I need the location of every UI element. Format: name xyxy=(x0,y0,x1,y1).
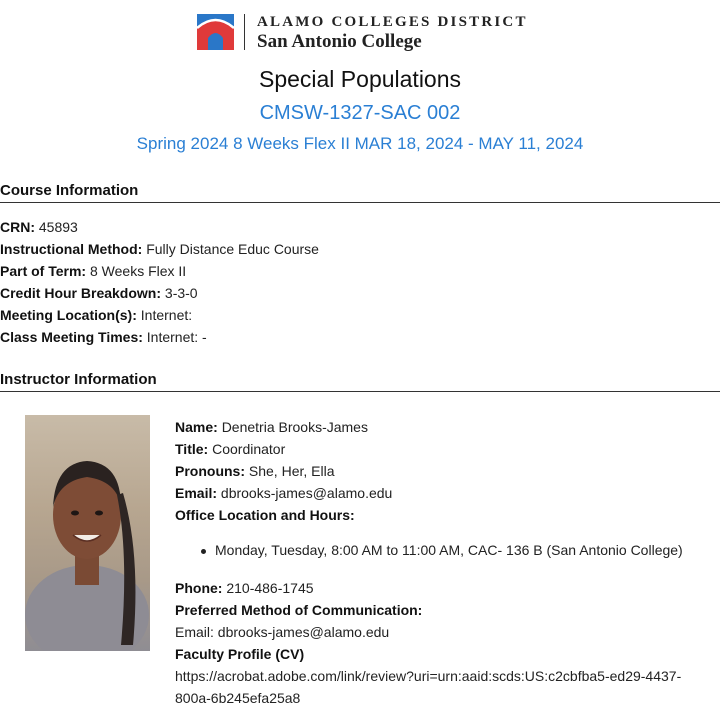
instructor-pronouns-row: Pronouns: She, Her, Ella xyxy=(175,463,335,479)
credit-hour-row: Credit Hour Breakdown: 3-3-0 xyxy=(0,285,198,301)
course-term: Spring 2024 8 Weeks Flex II MAR 18, 2024 - MAY 11, 2024 xyxy=(136,134,584,153)
bullet-dot xyxy=(201,549,206,554)
instructional-method-row: Instructional Method: Fully Distance Educ Course xyxy=(0,241,319,257)
office-hours-item: Monday, Tuesday, 8:00 AM to 11:00 AM, CAC- 136 B (San Antonio College) xyxy=(215,542,683,558)
instructor-title-row: Title: Coordinator xyxy=(175,441,286,457)
course-title: Special Populations xyxy=(258,66,462,92)
part-of-term-row: Part of Term: 8 Weeks Flex II xyxy=(0,263,187,279)
instructor-name-row: Name: Denetria Brooks-James xyxy=(175,419,368,435)
instructor-photo xyxy=(25,415,150,651)
instructor-info-heading: Instructor Information xyxy=(0,371,720,392)
course-info-heading: Course Information xyxy=(0,182,720,203)
faculty-profile-link-cont[interactable]: 800a-6b245efa25a8 xyxy=(175,690,301,706)
instructor-portrait-icon xyxy=(25,415,150,651)
office-hours-label: Office Location and Hours: xyxy=(175,507,355,523)
instructor-email-row: Email: dbrooks-james@alamo.edu xyxy=(175,485,393,501)
logo-district-text: ALAMO COLLEGES DISTRICT xyxy=(257,14,528,30)
instructor-email-link[interactable]: dbrooks-james@alamo.edu xyxy=(220,485,393,501)
crn-row: CRN: 45893 xyxy=(0,219,78,235)
logo-divider xyxy=(244,14,245,50)
mission-arch-icon xyxy=(197,14,234,50)
meeting-location-row: Meeting Location(s): Internet: xyxy=(0,307,193,323)
course-code: CMSW-1327-SAC 002 xyxy=(259,102,461,124)
logo-college-text: San Antonio College xyxy=(257,31,422,52)
faculty-profile-label: Faculty Profile (CV) xyxy=(175,646,305,662)
preferred-communication-value: Email: dbrooks-james@alamo.edu xyxy=(175,624,390,640)
meeting-times-row: Class Meeting Times: Internet: - xyxy=(0,329,207,345)
instructor-phone-row: Phone: 210-486-1745 xyxy=(175,580,314,596)
college-logo xyxy=(197,12,527,52)
faculty-profile-link[interactable]: https://acrobat.adobe.com/link/review?uri=urn:aaid:scds:US:c2cbfba5-ed29-4437- xyxy=(175,668,682,684)
preferred-communication-label: Preferred Method of Communication: xyxy=(175,602,423,618)
